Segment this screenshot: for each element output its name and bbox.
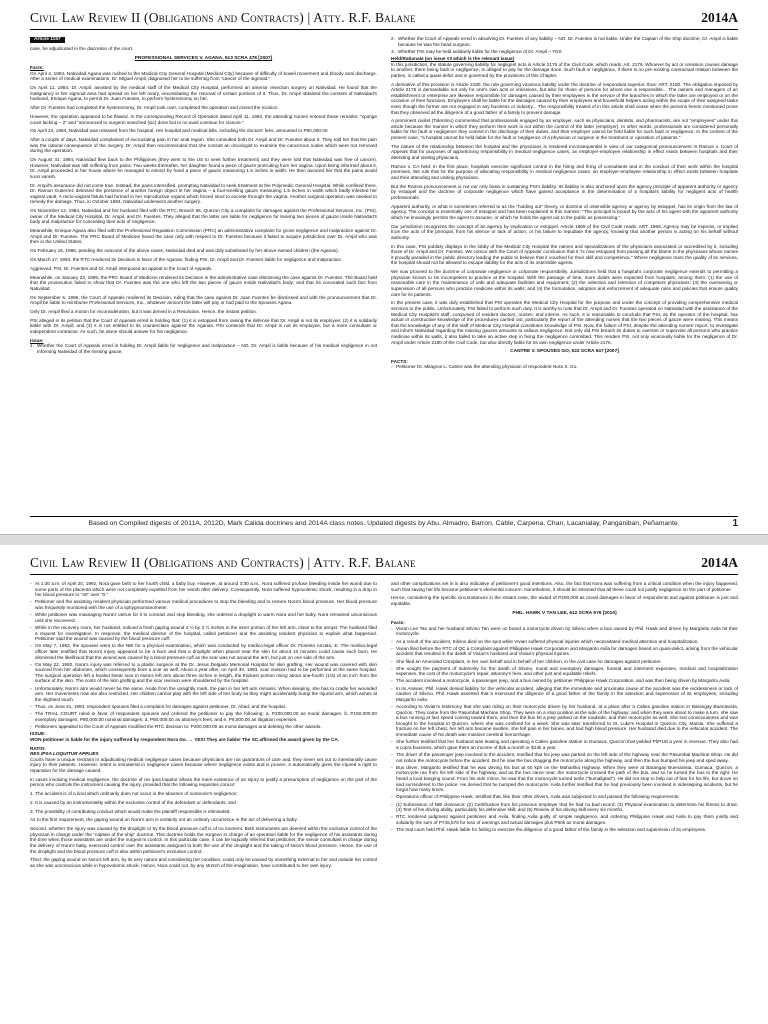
paragraph: On February 16, 1986, pending the outcome of the above cases, Natividad died and was duly substituted by her above-named children (the Aganas).	[30, 248, 340, 254]
paragraph: Apparent authority, or what is sometimes referred to as the "holding out" theory, or doctrine of ostensible agency or agency by estoppel, has its origin from the law of agency. The concept is essentially one of estoppel and has been explained in this manner: "The principal is bound by the acts of his agent with the apparent authority which he knowingly permits the agent to assume, or which he holds the agent out to the public as possessing."	[391, 203, 738, 220]
right-column	[391, 581, 738, 1011]
fact-item: ◦ Bus driver, Margarito testified that he was driving his bus at 60 kph on the Maharlika Highway. When they were at Barangay Buenavista, Gumaca, Quezon, a motorcycle ran from his left side of the highway, and as the bus came near, the motorcycle crossed the path of the bus, and so he turned the bus to the right. He heard a loud banging sound. From his side mirror, he saw that the motorcycle turned turtle ("bumaligtad"). He did not stop to help out of fear for his life, but drove on and surrendered to the police. He denied that he bumped the motorcycle. Avila further testified that he had previously been involved in sideswiping incidents, but he forgot how many times.	[391, 765, 738, 793]
fact-item: ◦ The trial court held Phil. Hawk liable for failing to exercise the diligence of a good father of the family in the selection and supervision of its employees.	[391, 827, 738, 833]
case-title-2: CANTRE V. SPOUSES GO, 522 SCRA 547 [2007]	[510, 349, 619, 355]
paragraph: 1. The accident is of a kind which ordinarily does not occur in the absence of someone's negligence;	[30, 791, 238, 797]
paragraph: On April 4, 1984, Natividad Agana was rushed to the Medical City General Hospital (Medical City) because of difficulty of bowel movement and bloody anal discharge. After a series of medical examinations, Dr. Miguel Ampil, diagnosed her to be suffering from "cancer of the sigmoid."	[30, 70, 377, 82]
paragraph: In cases involving medical negligence, the doctrine of res ipsa loquitur allows the mere existence of an injury to justify a presumption of negligence on the part of the person who controls the instrument causing the injury, provided that the following requisites concur:	[30, 776, 377, 788]
issue-label: ISSUE:	[30, 731, 46, 737]
facts-list-2	[391, 364, 738, 370]
paragraph: and other complications set in is also indicative of petitioner's good intentions. Also, the fact that Nora was suffering from a critical condition when the injury happened, such that saving her life became petitioner's elemental concern. Nonetheless, it should be stressed that all these could not justify negligence on the part of petitioner.	[391, 581, 738, 592]
fact-item: ◦ Thus, on June 21, 1993, respondent spouses filed a complaint for damages against petitioner, Dr. Abad, and the hospital.	[30, 704, 377, 710]
fact-item: ◦ While petitioner was massaging Nora's uterus for it to contract and stop bleeding, she ordered a droplight to warm Nora and her baby. Nora remained unconscious until she recovered.	[30, 612, 377, 623]
facts-paragraphs	[30, 71, 377, 335]
issue-label: Issue:	[30, 337, 44, 343]
fact-item: ◦ According to Vivian's testimony that she was riding on their motorcycle driven by her husband, at a place after a Caltex gasoline station in Barangay Buenavista, Quezon. They came from the Pasumbal Machine Shop. They were on a stop position at the side of the highway; and when they were about to make a turn, she saw a bus running at fast speed coming toward them, and then the bus hit a jeep parked on the roadside, and their motorcycle as well. She lost consciousness and was brought to the hospital in Quezon, where she was confined for a week. She was later transferred to St. Luke's Hospital in Quezon City, Manila. She suffered a fracture on her left chest, her left arm became swollen, she felt pain in her bones, and had high blood pressure. Her husband died due to the vehicular accident. The immediate cause of his death was massive cerebral hemorrhage.	[391, 704, 738, 738]
case-title: PHIL. HAWK V TAN LEE, 612 SCRA 576 [2010]	[512, 610, 617, 616]
fact-item: ◦ As a result of the accident, Silvino died on the spot while Vivian suffered physical injuries which necessitated medical attention and hospitalization.	[391, 639, 738, 645]
fact-item: ◦ Petitioner and the assisting resident physician performed various medical procedures to stop the bleeding and to restore Nora's blood pressure. Her blood pressure was frequently monitored with the use of a sphygmomanometer.	[30, 599, 377, 610]
paragraph: A prominent civilist (Tolentino) commented that professionals engaged by an employer, such as physicians, dentists, and pharmacists, are not "employees" under this article because the manner in which they perform their work is not within the control of the latter (employer). In other words, professionals are considered personally liable for the fault or negligence they commit in the discharge of their duties, and their employer cannot be held liable for such fault or negligence. In the context of the present case, "a hospital cannot be held liable for the fault or negligence of a physician or surgeon in the treatment or operation of patients."	[391, 118, 738, 141]
paragraph: Courts have a unique restraint in adjudicating medical negligence cases because physicians are not guarantors of care and, they never set out to intentionally cause injury to their patients. However, intent is immaterial in negligence cases because where negligence exists and is proven, it automatically gives the injured a right to reparation for the damage caused.	[30, 756, 377, 773]
held-paragraphs	[391, 62, 738, 346]
fact-item: ◦ (1) Submission of NBI clearance; (2) Certification from his previous employer that he had no bad record; (3) Physical examination to determine his fitness to drive; (4) Test of his driving ability, particularly his defensive skill; and (5) Review of his driving skill every six months.	[391, 802, 738, 813]
fact-item: ◦ While in the recovery room, her husband, noticed a fresh gaping wound 2 ½ by 3 ½ inches in the inner portion of her left arm, close to the armpit. The husband filed a request for investigation. In response, the medical director of the hospital, called petitioner and the assisting resident physician to explain what happened. Petitioner said the wound was caused by the blood pressure cuff.	[30, 625, 377, 642]
fact-item: ◦ She sought the payment of indemnity for the death of Silvino, moral and exemplary damages, funeral and interment expenses, medical and hospitalization expenses, the cost of the motorcycle's repair, attorney's fees, and other just and equitable reliefs.	[391, 666, 738, 677]
paragraph: However, the operation appeared to be flawed. In the corresponding Record of Operation dated April 11, 1984, the attending nurses entered these remarks: "sponge count lacking – 2" and "announced to surgeon searched (sic) done but to no avail continue for closure."	[30, 114, 377, 125]
two-column-body	[30, 36, 738, 514]
paragraph: After Dr. Fuentes had completed the hysterectomy, Dr. Ampil took over, completed the operation and closed the incision.	[30, 105, 279, 111]
intro-text: case, be adjudicated in the discretion of the court.	[30, 46, 134, 52]
two-column-body	[30, 581, 738, 1011]
fact-item: ◦ Petitioners appealed to the Court of Appeals modified the RTC decision to: P200,000.00 as moral damages and deleting the other awards.	[30, 724, 377, 730]
paragraph: The nature of the relationship between the hospital and the physicians is rendered inconsequential in view of our categorical pronouncement in Ramos v. Court of Appeals that for purposes of apportioning responsibility in medical negligence cases, an employer-employee relationship in effect exists between hospitals and their attending and visiting physicians.	[391, 143, 738, 161]
fact-item: ◦ The TRIAL COURT ruled in favor of respondent spouses and ordered the petitioner to pay the following: a. P200,000.00 as moral damages; b. P150,000.00 exemplary damages; P80,000.00 nominal damages; d. P50,000.00 as attorney's fees; and e. P6,000.00 as litigation expenses.	[30, 711, 377, 722]
paragraph: PSI alleged in its petition that the Court of Appeals erred in holding that: (1) it is estopped from raising the defense that Dr. Ampil is not its employee; (2) it is solidarily liable with Dr. Ampil; and (3) it is not entitled to its counterclaim against the Aganas. PSI contends that Dr. Ampil is not its employee, but a mere consultant or independent contractor. As such, he alone should answer for his negligence.	[30, 317, 377, 334]
paragraph: Hence, considering the specific circumstances in the instant case, the award of P200,000 as moral damages in favor of respondents and against petitioner is just and equitable.	[391, 595, 738, 606]
page-footer	[30, 516, 738, 530]
facts-label: Facts:	[30, 65, 44, 71]
paragraph: On March 17, 1993, the RTC rendered its Decision in favor of the Aganas, finding PSI, Dr. Ampil and Dr. Fuentes liable for negligence and malpractice.	[30, 256, 343, 262]
fact-item: ◦ Operations officer of Philippine Hawk, testified that, like their other drivers, Avila was subjected to and passed the following requirements:	[391, 794, 738, 800]
document-page-2	[0, 545, 768, 1024]
paragraph: On April 11, 1984, Dr. Ampil, assisted by the medical staff of the Medical City Hospital, performed an anterior resection surgery on Natividad. He found that the malignancy in her sigmoid area had spread on her left ovary, necessitating the removal of certain portions of it. Thus, Dr. Ampil obtained the consent of Natividad's husband, Enrique Agana, to permit Dr. Juan Fuentes, to perform hysterectomy on her.	[30, 85, 377, 102]
issue-item: 2. Whether the Court of Appeals erred in absolving Dr. Fuentes of any liability – NO. Dr. Fuentes is not liable. Under the Captain of the Ship doctrine, Dr. Ampil is liable because he was the head surgeon.	[391, 36, 738, 47]
fact-item: ◦ She filed an Amended Complaint, in her own behalf and in behalf of her children, in the civil case for damages against petitioner.	[391, 659, 738, 665]
fact-item: ◦ The accident involved a motorcycle, a passenger jeep, and a bus owned by petitioner Philippine Hawk Corporation, and was then being driven by Margarito Avila.	[391, 678, 738, 684]
footer-text: Based on Compiled digests of 2011A, 2012D, Mark Calida doctrines and 2014A class notes. Updated digests by Abu, Almadro, Barron, Cable, Carpena, Chan, Lacanialay, Panganiban, Peñamante.	[88, 520, 680, 527]
paragraph: On September 6, 1996, the Court of Appeals rendered its Decision, ruling that the case against Dr. Juan Fuentes be dismissed and with the pronouncement that Dr. Ampil be liable to reimburse Professional Services, Inc., whatever amount the latter will pay or had paid to the Spouses Agana.	[30, 294, 377, 306]
issue-item: 3. Whether PSI may be held solidarily liable for the negligence of Dr. Ampil – YES.	[391, 48, 563, 54]
held-label: Held/Rationale (on issue #3 which is the relevant issue)	[391, 55, 515, 61]
fact-item: ◦ Vivian Lee Tan and her husband Silvino Tan were on board a motorcycle driven by Silvino when a bus owned by Phil. Hawk and driven by Margarito Avila hit their motorcycle.	[391, 626, 738, 637]
header-title: Civil Law Review II (Obligations and Contracts) | Atty. R.F. Balane	[30, 555, 416, 570]
facts-label: Facts:	[391, 620, 405, 626]
issue-list-continued	[391, 36, 738, 54]
paragraph: Second, whether the injury was caused by the droplight or by the blood pressure cuff is of no moment. Both instruments are deemed within the exclusive control of the physician in charge under the "captain of the ship" doctrine. This doctrine holds the surgeon in charge of an operation liable for the negligence of his assistants during the time when those assistants are under the surgeon's control. In this particular case, it can be logically inferred that petitioner, the senior consultant in charge during the delivery of Nora's baby, exercised control over the assistants assigned to both the use of the droplight and the taking of Nora's blood pressure. Hence, the use of the droplight and the blood pressure cuff is also within petitioner's exclusive control.	[30, 826, 377, 854]
res-ipsa-heading: RES IPSA LOQUITUR APPLIES	[30, 751, 99, 757]
paragraph: 2. It is caused by an instrumentality within the exclusive control of the defendant or defendants; and	[30, 799, 236, 805]
page-header	[30, 6, 738, 30]
issue-text: WON petitioner is liable for the injury suffered by respondent Nora Go. → YES! They are liable! The SC affirmed the award given by the CA.	[30, 736, 340, 742]
paragraph: On August 31, 1984, Natividad flew back to the Philippines (they went to the US to seek further treatment) and they were told that Natividad was free of cancer). However, Natividad was still suffering from pains. Two weeks thereafter, her daughter found a piece of gauze protruding from her vagina. Upon being informed about it, Dr. Ampil proceeded to her house where he managed to extract by hand a piece of gauze measuring 1.5 inches in width. He then assured her that the pains would soon vanish.	[30, 157, 377, 179]
paragraph: In this jurisdiction, the statute governing liability for negligent acts is Article 2176 of the Civil Code, which reads: Art. 2176. Whoever by act or omission causes damage to another, there being fault or negligence, is obliged to pay for the damage done. Such fault or negligence, if there is no pre-existing contractual relation between the parties, is called a quasi-delict and is governed by the provisions of this Chapter.	[391, 61, 738, 78]
paragraph: Ramos v. CA held: In the first place, hospitals exercise significant control in the hiring and firing of consultants and in the conduct of their work within the hospital premises. We rule that for the purpose of allocating responsibility in medical negligence cases, an employer-employee relationship in effect exists between hospitals and their attending and visiting physicians.	[391, 163, 738, 180]
paragraph: But the Ramos pronouncement is not our only basis in sustaining PSI's liability. Its liability is also anchored upon the agency principle of apparent authority or agency by estoppel and the doctrine of corporate negligence which have gained acceptance in the determination of a hospital's liability for negligent acts of health professionals.	[391, 183, 738, 200]
case-title: PROFESSIONAL SERVICES V. AGANA, 513 SCRA 478 [2007]	[134, 55, 273, 61]
article-label: Article 1157	[30, 37, 65, 44]
right-column	[391, 36, 738, 514]
paragraph: On November 12, 1984, Natividad and her husband filed with the RTC, Branch 96, Quezon City a complaint for damages against the Professional Services, Inc. (PSI), owner of the Medical City Hospital, Dr. Ampil, and Dr. Fuentes. They alleged that the latter are liable for negligence for leaving two pieces of gauze inside Natividad's body and malpractice for concealing their acts of negligence.	[30, 208, 377, 225]
fact-item: ◦ On May 22, 1992, Nora's injury was referred to a plastic surgeon at the Dr. Jesus Delgado Memorial Hospital for skin grafting. Her wound was covered with skin sourced from her abdomen, which consequently bore a scar as well. About a year after, on April 30, 1993, scar revision had to be performed at the same hospital. The surgical operation left a healed linear scar in Nora's left arm about three inches in length, the thickest portion rising about one-fourth (1/4) of an inch from the surface of the skin. The costs of the skin grafting and the scar revision were shouldered by the hospital.	[30, 662, 377, 684]
paragraph: As to the first requirement, the gaping wound on Nora's arm is certainly not an ordinary occurrence in the act of delivering a baby.	[30, 817, 298, 823]
fact-item: ◦ On May 7, 1992, the spouses went to the NBI for a physical examination, which was conducted by medico-legal officer Dr. Floresto Arizala, Jr. The medico-legal officer later testified that Nora's injury appeared to be a burn and that a droplight when placed near the skin for about 10 minutes could cause such burn. He dismissed the likelihood that the wound was caused by a blood pressure cuff as the scar was not around the arm, but just on one side of the arm.	[30, 643, 377, 660]
fact-item: ◦ Vivian filed before the RTC of QC a Complaint against Philippine Hawk Corporation and Margarito Avila for damages based on quasi-delict, arising from the vehicular accident that resulted in the death of Vivian's husband and Vivian's physical injuries.	[391, 646, 738, 657]
fact-item: ◦ She further testified that her husband was leasing and operating a Caltex gasoline station in Gumaca, Quezon that yielded PhP1M a year in revenue. They also had a copra business, which gave them an income of $2k a month or $24k a year.	[391, 739, 738, 750]
header-title: Civil Law Review II (Obligations and Contracts) | Atty. R.F. Balane	[30, 10, 416, 25]
paragraph: In the present case, it was duly established that PSI operates the Medical City Hospital for the purpose and under the concept of providing comprehensive medical services to the public. Unfortunately, PSI failed to perform such duty. It is worthy to note that Dr. Ampil and Dr. Fuentes operated on Natividad with the assistance of the Medical City Hospital's staff, composed of resident doctors, nurses, and interns. As such, it is reasonable to conclude that PSI, as the operator of the hospital, has actual or constructive knowledge of the procedures carried out, particularly the report of the attending nurses that the two pieces of gauze were missing. This means that the knowledge of any of the staff of Medical City Hospital constitutes knowledge of PSI. Now, the failure of PSI, despite the attending nurses' report, to investigate and inform Natividad regarding the missing gauzes amounts to callous negligence. Not only did PSI breach its duties to oversee or supervise all persons who practice medicine within its walls, it also failed to take an active step in fixing the negligence committed. This renders PSI, not only vicariously liable for the negligence of Dr. Ampil under Article 2180 of the Civil Code, but also directly liable for its own negligence under Article 2176.	[391, 300, 738, 345]
paragraph: On April 24, 1984, Natividad was released from the hospital. Her hospital and medical bills, including the doctors' fees, amounted to P60,000.00.	[30, 128, 329, 134]
left-column	[30, 581, 377, 1011]
page-header	[30, 551, 738, 575]
paragraph: Third, the gaping wound on Nora's left arm, by its very nature and considering her condition, could only be caused by something external to her and outside her control as she was unconscious while in hypovolemic shock. Hence, Nora could not, by any stretch of the imagination, have contributed to her own injury.	[30, 857, 377, 868]
paragraph: Dr. Ampil's assurance did not come true. Instead, the pains intensified, prompting Natividad to seek treatment at the Polymedic General Hospital. While confined there, Dr. Ramon Gutierrez detected the presence of another foreign object in her vagina – a foul-smelling gauze measuring 1.5 inches in width which badly infected her vaginal vault. A recto-vaginal fistula had formed in her reproductive organs which forced stool to excrete through the vagina. Another surgical operation was needed to remedy the damage. Thus, in October 1984, Natividad underwent another surgery.	[30, 182, 377, 205]
facts-bullets	[30, 581, 377, 730]
ratio-paragraphs	[30, 757, 377, 869]
fact-item: ◦ At 1:30 a.m. of April 20, 1992, Nora gave birth to her fourth child, a baby boy. However, at around 3:30 a.m., Nora suffered profuse bleeding inside her womb due to some parts of the placenta which were not completely expelled from her womb after delivery. Consequently, Nora suffered hypovolemic shock, resulting in a drop in her blood pressure to "40" over "0."	[30, 581, 377, 598]
header-code: 2014A	[701, 10, 738, 25]
fact-item: ◦ The driver of the passenger jeep involved in the accident, testified that his jeep was parked on the left side of the highway near the Pasumbal Machine Shop. He did not notice the motorcycle before the accident. But he saw the bus dragging the motorcycle along the highway, and then the bus bumped his jeep and sped away.	[391, 752, 738, 763]
facts-label-2: FACTS:	[391, 358, 408, 364]
paragraph: A derivative of this provision is Article 2180, the rule governing vicarious liability under the doctrine of respondeat superior, thus: ART. 2180. The obligation imposed by Article 2176 is demandable not only for one's own acts or omissions, but also for those of persons for whom one is responsible... The owners and managers of an establishment or enterprise are likewise responsible for damages caused by their employees in the service of the branches in which the latter are employed or on the occasion of their functions. Employers shall be liable for the damages caused by their employees and household helpers acting within the scope of their assigned tasks even though the former are not engaged in any business or industry... The responsibility treated of in this article shall cease when the persons herein mentioned prove that they observed all the diligence of a good father of a family to prevent damage.	[391, 81, 738, 115]
paragraph: Meanwhile, Enrique Agana also filed with the Professional Regulation Commission (PRC) an administrative complaint for gross negligence and malpractice against Dr. Ampil and Dr. Fuentes. The PRC Board of Medicine heard the case only with respect to Dr. Fuentes because it failed to acquire jurisdiction over Dr. Ampil who was then in the United States.	[30, 228, 377, 245]
fact-item: ◦ RTC rendered judgment against petitioner and Avila, finding Avila guilty of simple negligence, and ordering Philippine Hawk and Avila to pay them jointly and solidarily the sum of P745,575 for loss of earnings and actual damages plus P50k as moral damages.	[391, 814, 738, 825]
fact-item: ◦ Unfortunately, Nora's arm would never be the same. Aside from the unsightly mark, the pain in her left arm remains. When sleeping, she has to cradle her wounded arm. Her movements now are also restricted. Her children cannot play with the left side of her body as they might accidentally bump the injured arm, which aches at the slightest touch.	[30, 686, 377, 703]
paragraph: Our jurisdiction recognizes the concept of an agency by implication or estoppel. Article 1869 of the Civil Code reads: ART. 1869. Agency may be express, or implied from the acts of the principal, from his silence or lack of action, or his failure to repudiate the agency, knowing that another person is acting on his behalf without authority.	[391, 223, 738, 240]
fact-item: ◦ In its Answer, Phil. Hawk denied liability for the vehicular accident, alleging that the immediate and proximate cause of the accident was the recklessness or lack of caution of Silvino. Phil. Hawk asserted that it exercised the diligence of a good father of the family in the selection and supervision of its employees, including Margarito Avila.	[391, 686, 738, 703]
issue-item: 1. Whether the Court of Appeals erred in holding Dr. Ampil liable for negligence and malpractice – NO. Dr. Ampil is liable because of his medical negligence in not informing Natividad of the missing gauze.	[30, 343, 377, 354]
ratio-label: RATIO:	[30, 745, 46, 751]
paragraph: After a couple of days, Natividad complained of excruciating pain in her anal region. She consulted both Dr. Ampil and Dr. Fuentes about it. They told her that the pain was the natural consequence of the surgery. Dr. Ampil then recommended that she consult an oncologist to examine the cancerous nodes which were not removed during the operation.	[30, 137, 377, 154]
paragraph: Aggrieved, PSI, Dr. Fuentes and Dr. Ampil interposed an appeal to the Court of Appeals.	[30, 265, 213, 271]
issue-list	[30, 343, 377, 354]
paragraph: In this case, PSI publicly displays in the lobby of the Medical City Hospital the names and specializations of the physicians associated or accredited by it, including those of Dr. Ampil and Dr. Fuentes. We concur with the Court of Appeals' conclusion that it "is now estopped from passing all the blame to the physicians whose names it proudly paraded in the public directory leading the public to believe that it vouched for their skill and competence." Where negligence mars the quality of its services, the hospital should not be allowed to escape liability for the acts of its ostensible agents.	[391, 243, 738, 266]
paragraph: We now proceed to the doctrine of corporate negligence or corporate responsibility. Jurisdictions held that a hospital's corporate negligence extends to permitting a physician known to be incompetent to practice at the hospital. With the passage of time, more duties were expected from hospitals, among them: (1) the use of reasonable care in the maintenance of safe and adequate facilities and equipment; (2) the selection and retention of competent physicians; (3) the overseeing or supervision of all persons who practice medicine within its walls; and (4) the formulation, adoption and enforcement of adequate rules and policies that ensure quality care for its patients.	[391, 269, 738, 297]
paragraph: Only Dr. Ampil filed a motion for reconsideration, but it was denied in a Resolution. Hence, the instant petition.	[30, 308, 258, 314]
page-number: 1	[732, 518, 738, 529]
fact-item: ◦ Petitioner Dr. Milagros L. Cantre was the attending physician of respondent Nora S. Go.	[391, 364, 738, 370]
ratio-paragraphs-continued	[391, 581, 738, 607]
paragraph: 3. The possibility of contributing conduct which would make the plaintiff responsible is eliminated.	[30, 808, 231, 814]
facts-bullets	[391, 626, 738, 833]
paragraph: Meanwhile, on January 23, 1995, the PRC Board of Medicine rendered its Decision in the administrative case dismissing the case against Dr. Fuentes. The Board held that the prosecution failed to show that Dr. Fuentes was the one who left the two pieces of gauze inside Natividad's body; and that he concealed such fact from Natividad.	[30, 274, 377, 291]
header-code: 2014A	[701, 555, 738, 570]
left-column	[30, 36, 377, 514]
